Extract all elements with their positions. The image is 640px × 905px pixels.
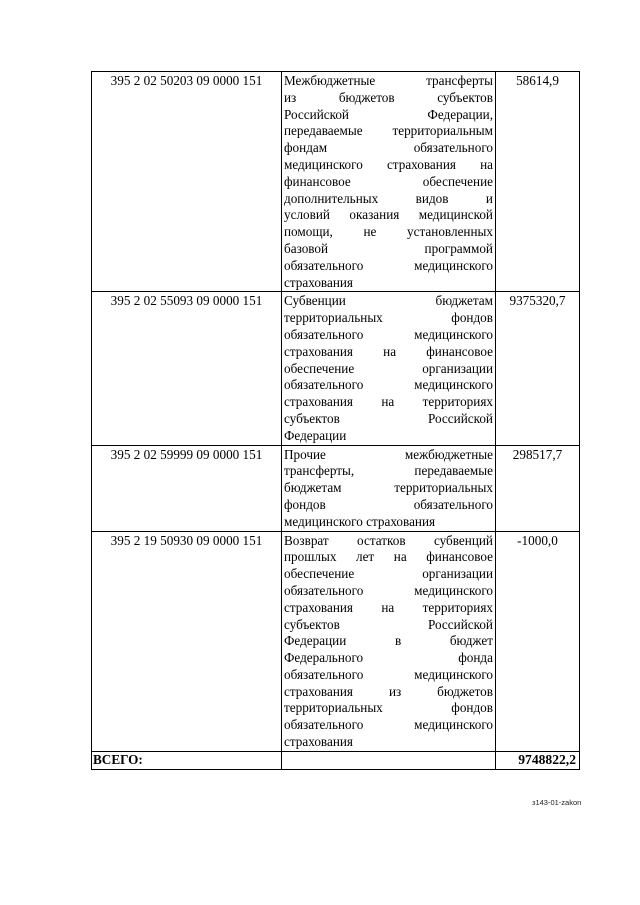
description-line: обязательного медицинского [284, 666, 493, 682]
description-line: обязательного медицинского [284, 257, 493, 273]
description-line: обязательного медицинского [284, 717, 493, 733]
total-label: ВСЕГО: [92, 751, 282, 769]
document-code: з143-01-zakon [532, 798, 582, 807]
budget-code: 395 2 19 50930 09 0000 151 [92, 531, 282, 751]
description-line: дополнительных видов и [284, 190, 493, 206]
description-line: страхования на территориях [284, 599, 493, 615]
description-line: обязательного медицинского [284, 582, 493, 598]
description-line: Прочие межбюджетные [284, 446, 493, 462]
description-line: обеспечение организации [284, 360, 493, 376]
description-line: из бюджетов субъектов [284, 89, 493, 105]
description-line: бюджетам территориальных [284, 480, 493, 496]
item-description [282, 72, 496, 292]
description-line: медицинского страхования на [284, 156, 493, 172]
table-body [92, 72, 580, 770]
item-amount: 298517,7 [496, 445, 580, 531]
description-line: обеспечение организации [284, 566, 493, 582]
description-line: страхования на территориях [284, 394, 493, 410]
description-line: Российской Федерации, [284, 106, 493, 122]
description-line: базовой программой [284, 240, 493, 256]
budget-code: 395 2 02 59999 09 0000 151 [92, 445, 282, 531]
table-row [92, 72, 580, 292]
item-description [282, 292, 496, 445]
description-line: Федерации [284, 427, 347, 443]
total-amount: 9748822,2 [496, 751, 580, 769]
description-line: финансовое обеспечение [284, 173, 493, 189]
description-line: фондам обязательного [284, 140, 493, 156]
description-line: страхования из бюджетов [284, 683, 493, 699]
budget-code: 395 2 02 50203 09 0000 151 [92, 72, 282, 292]
table-row [92, 445, 580, 531]
table-row [92, 531, 580, 751]
description-line: субъектов Российской [284, 410, 493, 426]
description-line: передаваемые территориальным [284, 123, 493, 139]
description-line: прошлых лет на финансовое [284, 549, 493, 565]
description-line: страхования [284, 274, 353, 290]
description-line: помощи, не установленных [284, 224, 493, 240]
table-row [92, 292, 580, 445]
description-line: Возврат остатков субвенций [284, 532, 493, 548]
description-line: Федерации в бюджет [284, 633, 493, 649]
description-line: трансферты, передаваемые [284, 463, 493, 479]
budget-table [91, 71, 580, 770]
item-amount: 58614,9 [496, 72, 580, 292]
item-description [282, 531, 496, 751]
description-line: фондов обязательного [284, 496, 493, 512]
item-description [282, 445, 496, 531]
total-row [92, 751, 580, 769]
description-line: медицинского страхования [284, 513, 436, 529]
description-line: Федерального фонда [284, 650, 493, 666]
description-line: условий оказания медицинской [284, 207, 493, 223]
description-line: Субвенции бюджетам [284, 293, 493, 309]
description-line: территориальных фондов [284, 700, 493, 716]
description-line: территориальных фондов [284, 310, 493, 326]
description-line: страхования [284, 734, 353, 750]
item-amount: 9375320,7 [496, 292, 580, 445]
description-line: обязательного медицинского [284, 377, 493, 393]
budget-code: 395 2 02 55093 09 0000 151 [92, 292, 282, 445]
total-empty-cell [282, 751, 496, 769]
description-line: обязательного медицинского [284, 326, 493, 342]
description-line: субъектов Российской [284, 616, 493, 632]
item-amount: -1000,0 [496, 531, 580, 751]
description-line: страхования на финансовое [284, 343, 493, 359]
description-line: Межбюджетные трансферты [284, 73, 493, 88]
